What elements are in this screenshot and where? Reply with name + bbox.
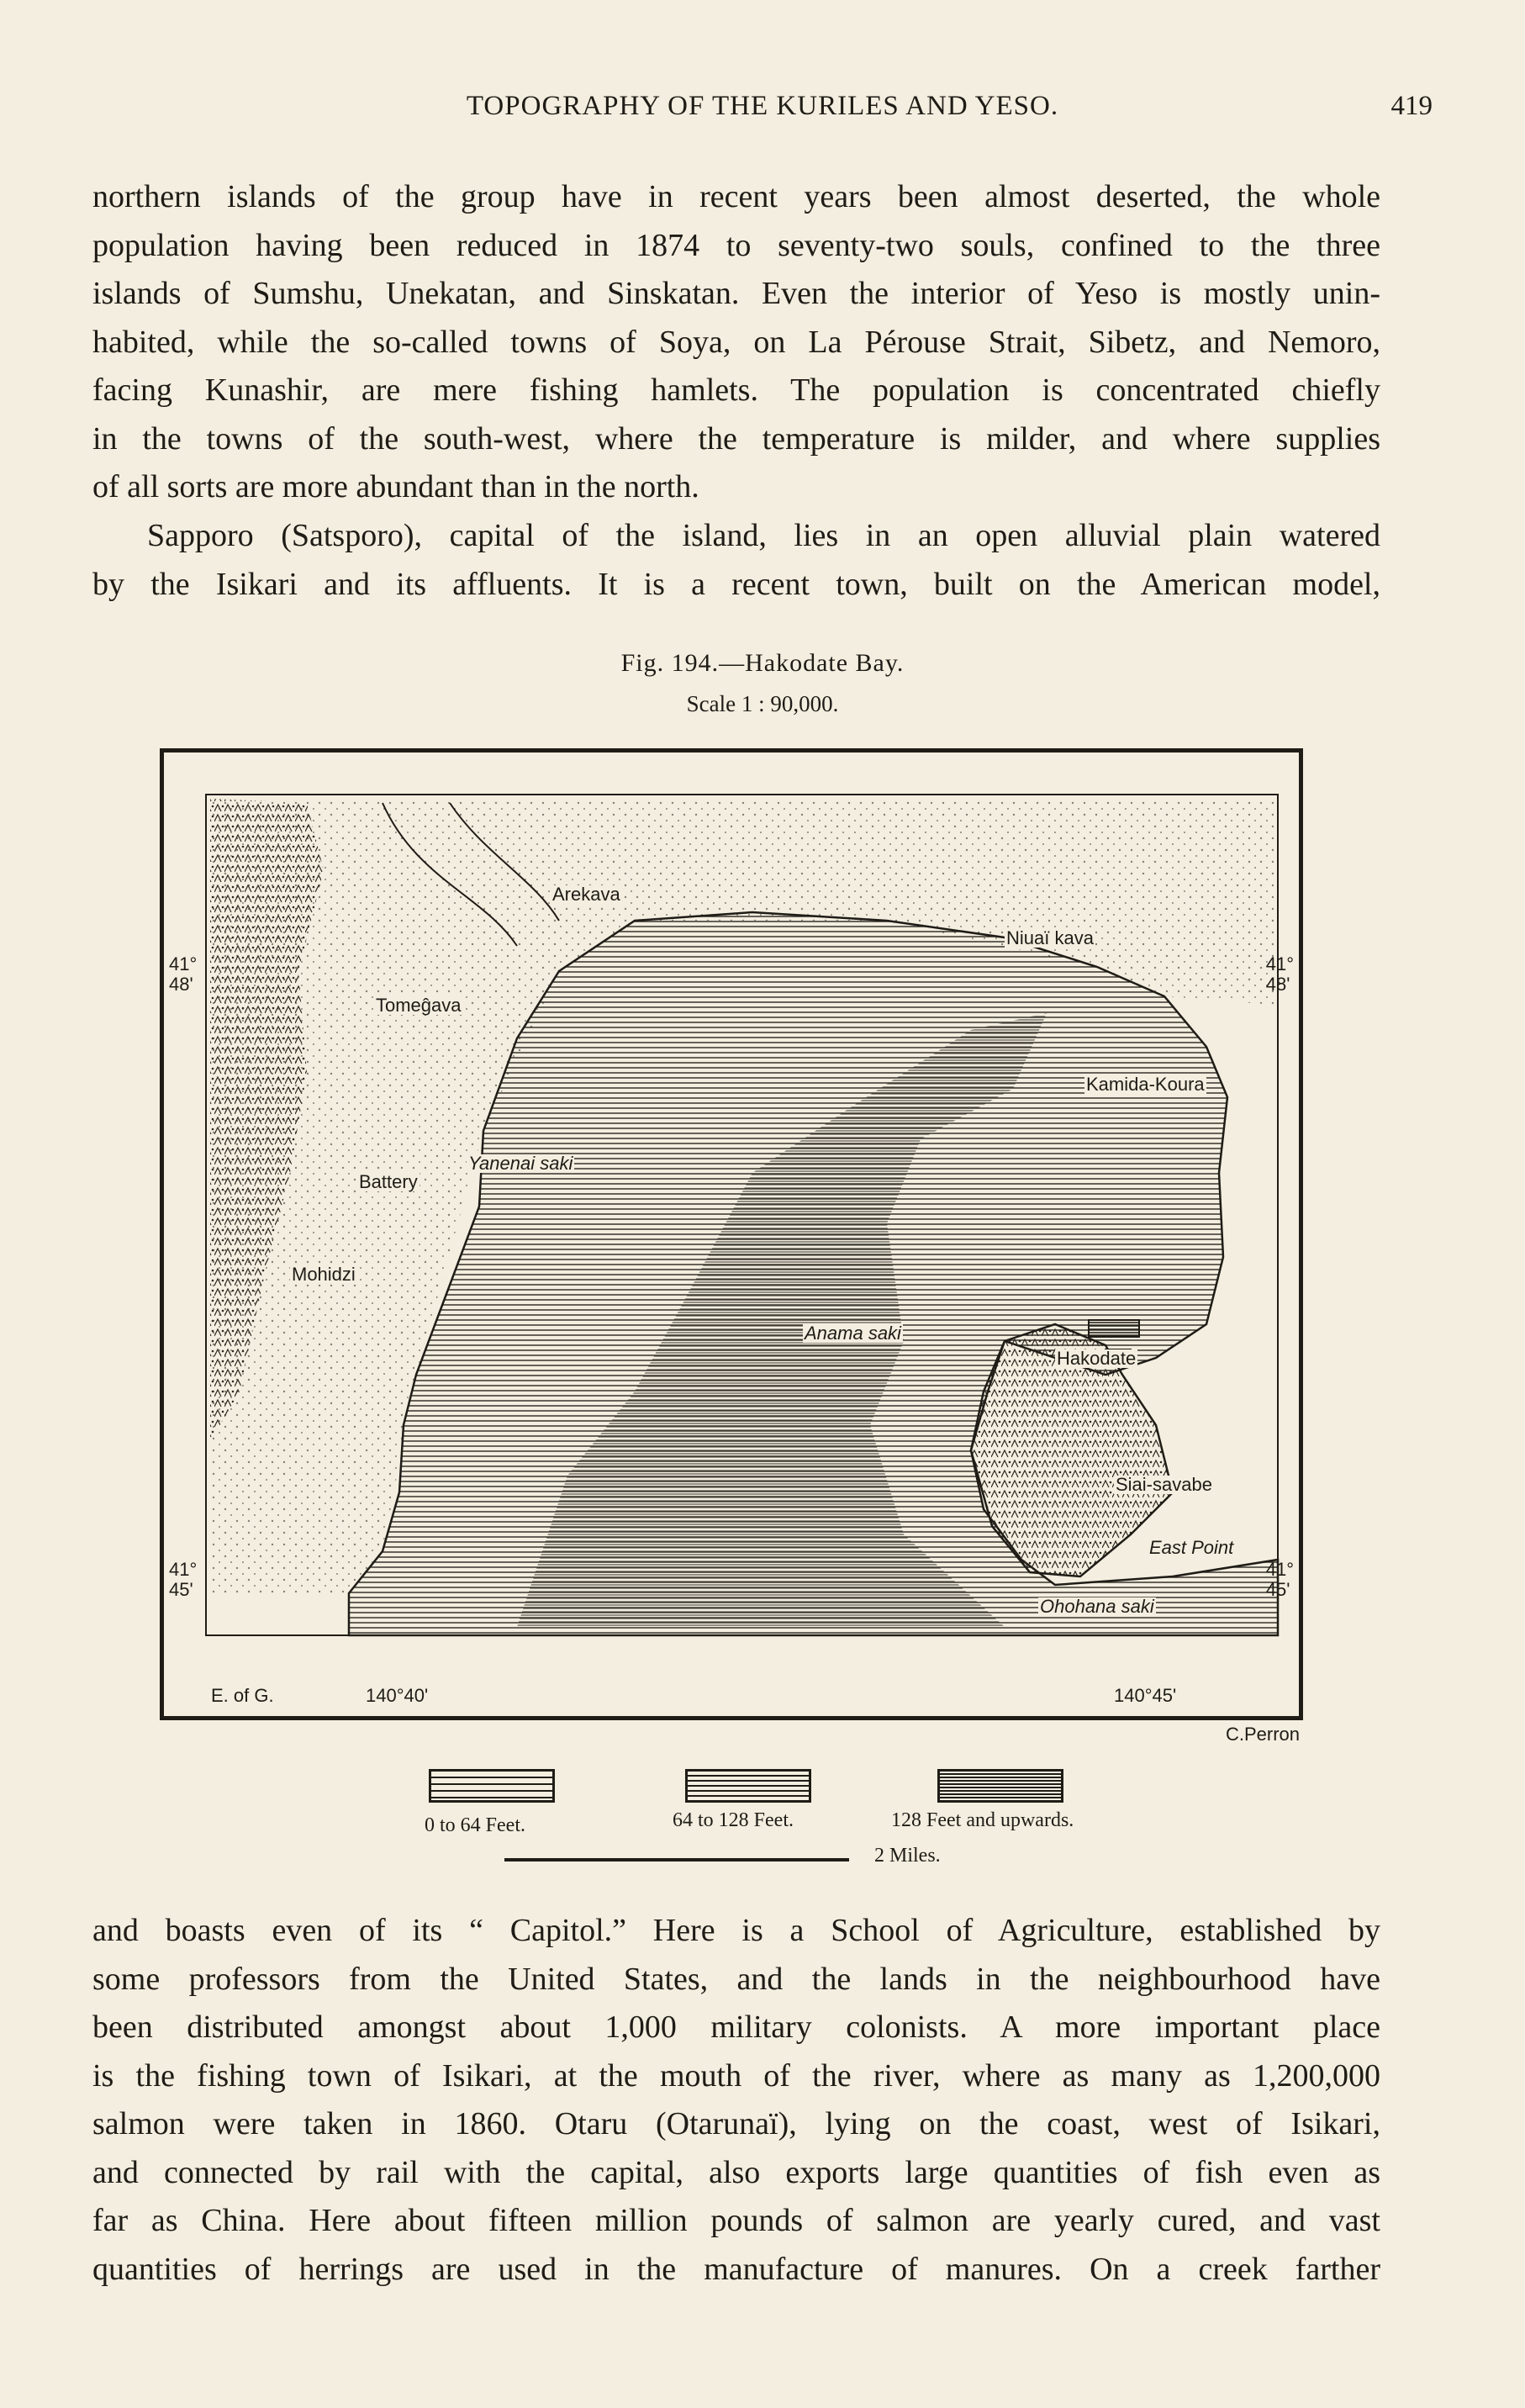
map-drawing — [164, 752, 1299, 1716]
scale-bar-label: 2 Miles. — [874, 1845, 941, 1867]
legend-label-middle: 64 to 128 Feet. — [673, 1809, 794, 1831]
scale-bar — [504, 1858, 849, 1861]
map-label-kamida-koura: Kamida-Koura — [1086, 1074, 1205, 1095]
figure-title: Fig. 194.—Hakodate Bay. — [620, 649, 905, 677]
figure-scale: Scale 1 : 90,000. — [686, 691, 839, 716]
map-label-hakodate: Hakodate — [1057, 1348, 1137, 1369]
text-line: salmon were taken in 1860. Otaru (Otarunaï), lying on the coast, west of Isikari, — [92, 2106, 1380, 2141]
text-line: in the towns of the south-west, where the temperature is milder, and where supplies — [92, 420, 1380, 457]
map-label-tomegava: Tomeĝava — [376, 995, 462, 1016]
map-label-anama-saki: Anama saki — [805, 1323, 901, 1344]
coord-lat-41-48-left: 41° 48' — [169, 953, 198, 995]
coord-lon-140-40: 140°40' — [366, 1685, 429, 1706]
map-label-battery: Battery — [359, 1171, 418, 1192]
paragraph-sapporo — [92, 512, 1380, 609]
legend-swatch-shallow — [429, 1769, 555, 1803]
text-line: by the Isikari and its affluents. It is a recent town, built on the American model, — [92, 566, 1380, 602]
running-title: TOPOGRAPHY OF THE KURILES AND YESO. — [466, 91, 1059, 121]
map-label-siai-savabe: Siai-savabe — [1116, 1474, 1212, 1495]
coord-lat-41-45-right: 41° 45' — [1265, 1559, 1294, 1600]
coord-lon-140-45: 140°45' — [1114, 1685, 1177, 1706]
text-line: is the fishing town of Isikari, at the mouth of the river, where as many as 1,200,000 — [92, 2057, 1380, 2094]
text-line: facing Kunashir, are mere fishing hamlets. The population is concentrated chiefly — [92, 372, 1380, 408]
map-label-mohidzi: Mohidzi — [292, 1264, 356, 1285]
page-header — [92, 91, 1433, 133]
text-line: habited, while the so-called towns of Soya, on La Pérouse Strait, Sibetz, and Nemoro, — [92, 324, 1380, 360]
hakodate-bay-map — [160, 748, 1303, 1720]
coord-lat-41-45-left: 41° 45' — [169, 1559, 198, 1600]
text-line: and boasts even of its “ Capitol.” Here is a School of Agriculture, established by — [92, 1913, 1380, 1948]
legend-label-deep: 128 Feet and upwards. — [891, 1809, 1074, 1831]
coord-lat-41-48-right: 41° 48' — [1265, 953, 1294, 995]
text-line: population having been reduced in 1874 to seventy-two souls, confined to the three — [92, 227, 1380, 263]
map-label-arekava: Arekava — [552, 884, 620, 905]
text-line: far as China. Here about fifteen million pounds of salmon are yearly cured, and vast — [92, 2203, 1380, 2238]
legend-swatch-middle — [685, 1769, 811, 1803]
text-line: been distributed amongst about 1,000 military colonists. A more important place — [92, 2009, 1380, 2045]
legend-label-shallow: 0 to 64 Feet. — [425, 1814, 525, 1836]
text-line: of all sorts are more abundant than in the north. — [92, 469, 699, 504]
map-label-ohohana-saki: Ohohana saki — [1040, 1596, 1154, 1617]
hakodate-town-block — [1089, 1320, 1139, 1337]
map-label-yanenai-saki: Yanenai saki — [468, 1153, 573, 1174]
coord-meridian: E. of G. — [211, 1685, 274, 1706]
text-line: quantities of herrings are used in the manufacture of manures. On a creek farther — [92, 2251, 1380, 2287]
map-label-niuai-kava: Niuaï kava — [1006, 927, 1094, 948]
paragraph-bottom — [92, 1907, 1380, 2294]
text-line: and connected by rail with the capital, also exports large quantities of fish even as — [92, 2154, 1380, 2190]
map-credit: C.Perron — [1225, 1724, 1300, 1745]
paragraph-top — [92, 173, 1380, 512]
text-line: northern islands of the group have in recent years been almost deserted, the whole — [92, 179, 1380, 214]
map-label-east-point: East Point — [1149, 1537, 1234, 1558]
legend-swatch-deep — [937, 1769, 1063, 1803]
text-line: islands of Sumshu, Unekatan, and Sinskatan. Even the interior of Yeso is mostly unin- — [92, 276, 1380, 311]
text-line: some professors from the United States, and the lands in the neighbourhood have — [92, 1961, 1380, 1997]
text-line: Sapporo (Satsporo), capital of the island, lies in an open alluvial plain watered — [147, 518, 1380, 553]
page-number: 419 — [1390, 91, 1433, 121]
